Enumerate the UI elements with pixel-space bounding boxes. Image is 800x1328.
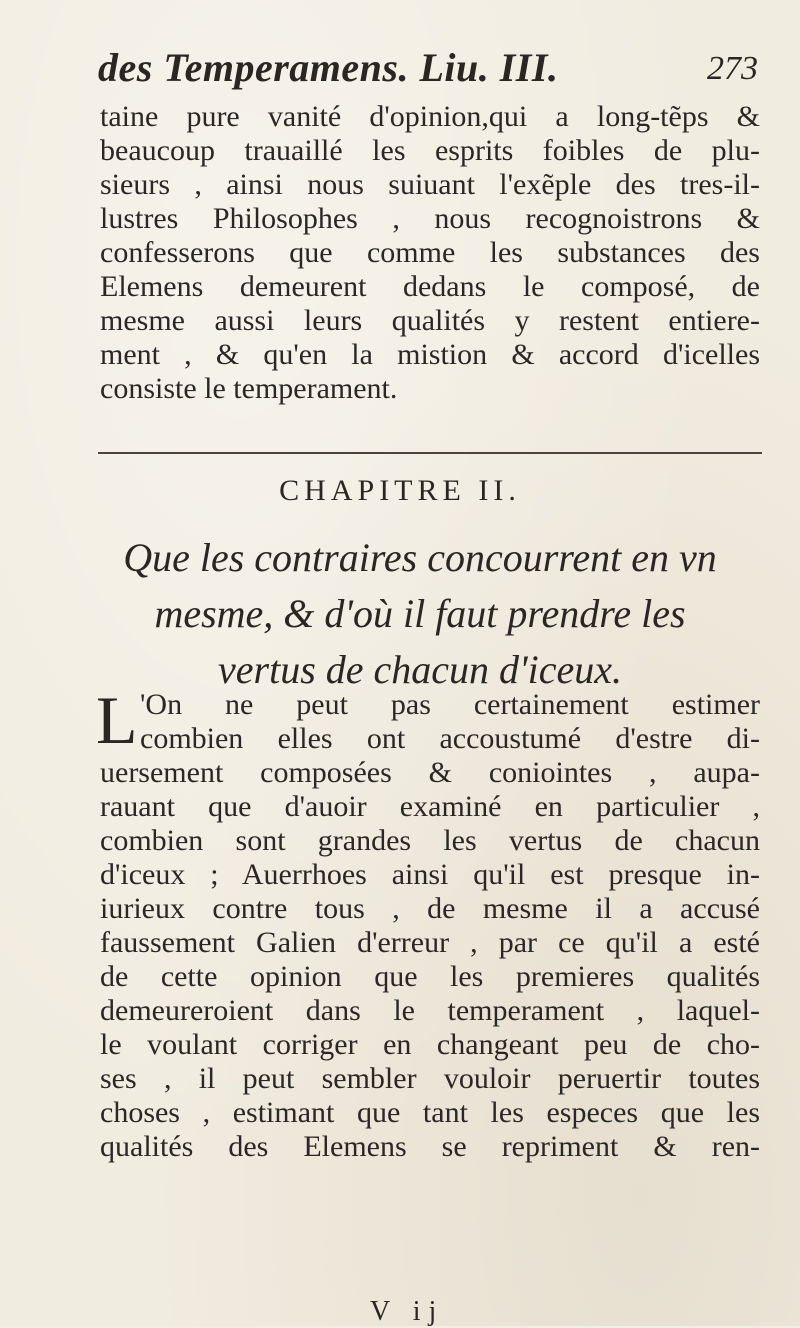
running-head xyxy=(98,44,758,104)
drop-cap: L xyxy=(96,682,138,758)
text-line: combien elles ont accoustumé d'estre di- xyxy=(140,722,760,755)
text-line: de cette opinion que les premieres qualités xyxy=(100,960,760,993)
text-line: Elemens demeurent dedans le composé, de xyxy=(100,270,760,303)
text-line: 'On ne peut pas certainement estimer xyxy=(140,688,760,721)
text-line: mesme aussi leurs qualités y restent entiere- xyxy=(100,304,760,337)
chapter-title-line: Que les contraires concourrent en vn xyxy=(123,535,717,580)
text-line: beaucoup trauaillé les esprits foibles de plu- xyxy=(100,134,760,167)
text-line: choses , estimant que tant les especes que les xyxy=(100,1096,760,1129)
running-title: des Temperamens. Liu. III. xyxy=(98,45,559,90)
signature-mark: V ij xyxy=(370,1296,445,1327)
text-line: rauant que d'auoir examiné en particulier , xyxy=(100,790,760,823)
text-line: combien sont grandes les vertus de chacun xyxy=(100,824,760,857)
text-line: ses , il peut sembler vouloir peruertir toutes xyxy=(100,1062,760,1095)
chapter-title-line: vertus de chacun d'iceux. xyxy=(218,647,622,692)
page-number: 273 xyxy=(707,50,758,87)
text-line: uersement composées & coniointes , aupa- xyxy=(100,756,760,789)
text-line: ment , & qu'en la mistion & accord d'icelles xyxy=(100,338,760,371)
text-line: d'iceux ; Auerrhoes ainsi qu'il est presque in- xyxy=(100,858,760,891)
text-line: faussement Galien d'erreur , par ce qu'il a esté xyxy=(100,926,760,959)
text-line: sieurs , ainsi nous suiuant l'exẽple des tres-il- xyxy=(100,168,760,201)
text-line: lustres Philosophes , nous recognoistrons & xyxy=(100,202,760,235)
text-line: confesserons que comme les substances des xyxy=(100,236,760,269)
text-line: qualités des Elemens se repriment & ren- xyxy=(100,1130,760,1163)
paragraph-2 xyxy=(96,682,760,1164)
section-divider xyxy=(98,452,762,454)
text-line: consiste le temperament. xyxy=(100,372,398,405)
text-line: iurieux contre tous , de mesme il a accusé xyxy=(100,892,760,925)
text-line: taine pure vanité d'opinion,qui a long-tẽps & xyxy=(100,100,760,133)
text-line: demeureroient dans le temperament , laquel- xyxy=(100,994,760,1027)
paragraph-1 xyxy=(100,100,760,406)
text-line: le voulant corriger en changeant peu de cho- xyxy=(100,1028,760,1061)
chapter-heading: CHAPITRE II. xyxy=(279,474,521,507)
chapter-title xyxy=(80,530,760,698)
chapter-title-line: mesme, & d'où il faut prendre les xyxy=(154,591,686,636)
